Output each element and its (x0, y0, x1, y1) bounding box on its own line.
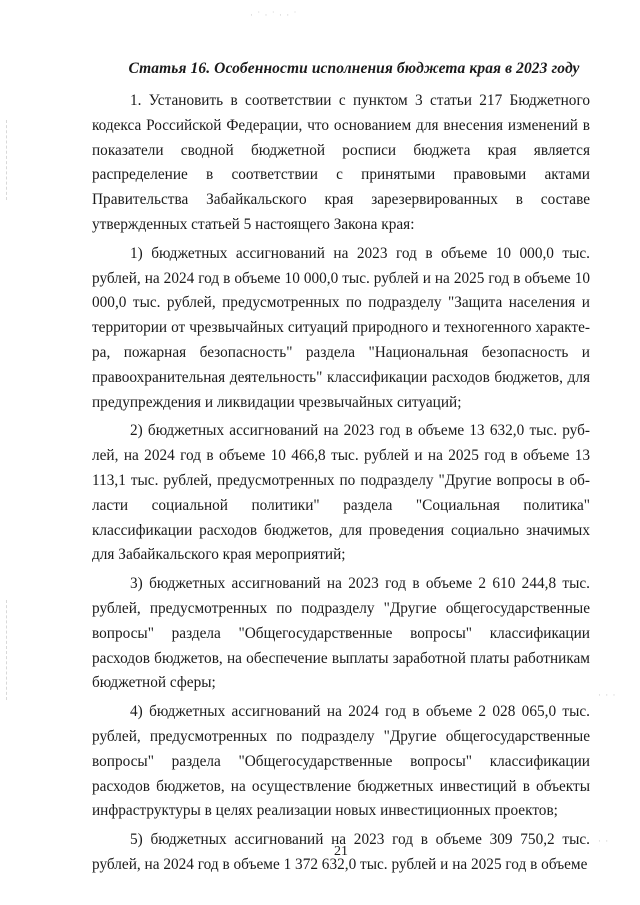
paragraph-item-3: 3) бюджетных ассигнований на 2023 год в объеме 2 610 244,8 тыс. рублей, предусмотренных по подразделу "Другие общегосударственные вопросы" раздела "Общегосударственные вопросы" классификации расходов бюджетов, на обеспечение выплаты заработной платы работникам бюджетной сферы; (92, 575, 590, 692)
paragraph-item-1: 1) бюджетных ассигнований на 2023 год в объеме 10 000,0 тыс. рублей, на 2024 год в объеме 10 000,0 тыс. рублей и на 2025 год в объеме 10 000,0 тыс. рублей, предусмотренных по подразделу "Защита населения и территории от чрезвычайных ситуаций природного и техногенного характера, пожарная безопасность" раздела "Национальная безопасность и правоохранительная деятельность" классификации расходов бюджетов, для предупреждения и ликвидации чрезвычайных ситуаций; (92, 244, 590, 411)
paragraph-item-2: 2) бюджетных ассигнований на 2023 год в объеме 13 632,0 тыс. рублей, на 2024 год в объеме 10 466,8 тыс. рублей и на 2025 год в объеме 13 113,1 тыс. рублей, предусмотренных по подразделу "Другие вопросы в области социальной политики" раздела "Социальная политика" классификации расходов бюджетов, для проведения социально значимых для Забайкальского края мероприятий; (92, 422, 590, 564)
paragraph-intro: 1. Установить в соответствии с пунктом 3 статьи 217 Бюджетного кодекса Российской Федерации, что основанием для внесения изменений в показатели сводной бюджетной росписи бюджета края является распределение в соответствии с принятыми правовыми актами Правительства Забайкальского края зарезервированных в составе утвержденных статьей 5 настоящего Закона края: (92, 92, 590, 233)
scan-artifact: · · (598, 836, 610, 846)
scan-edge-mark (6, 120, 8, 200)
paragraph-item-4: 4) бюджетных ассигнований на 2024 год в объеме 2 028 065,0 тыс. рублей, предусмотренных по подразделу "Другие общегосударственные вопросы" раздела "Общегосударственные вопросы" классификации расходов бюджетов, на осуществление бюджетных инвестиций в объекты инфраструктуры в целях реализации новых инвестиционных проектов; (92, 703, 590, 820)
article-title: Статья 16. Особенности исполнения бюджета края в 2023 году (128, 60, 580, 77)
scan-artifact: · ˙ · ˙ · · ˙ (250, 10, 298, 20)
scan-artifact: · · · (598, 690, 617, 700)
article-body (92, 89, 590, 878)
page-number: 21 (334, 844, 348, 859)
scan-edge-mark (6, 600, 8, 700)
paragraph-item-5: 5) бюджетных ассигнований на 2023 год в объеме 309 750,2 тыс. рублей, на 2024 год в объеме 1 372 632,0 тыс. рублей и на 2025 год в объеме (92, 831, 590, 873)
